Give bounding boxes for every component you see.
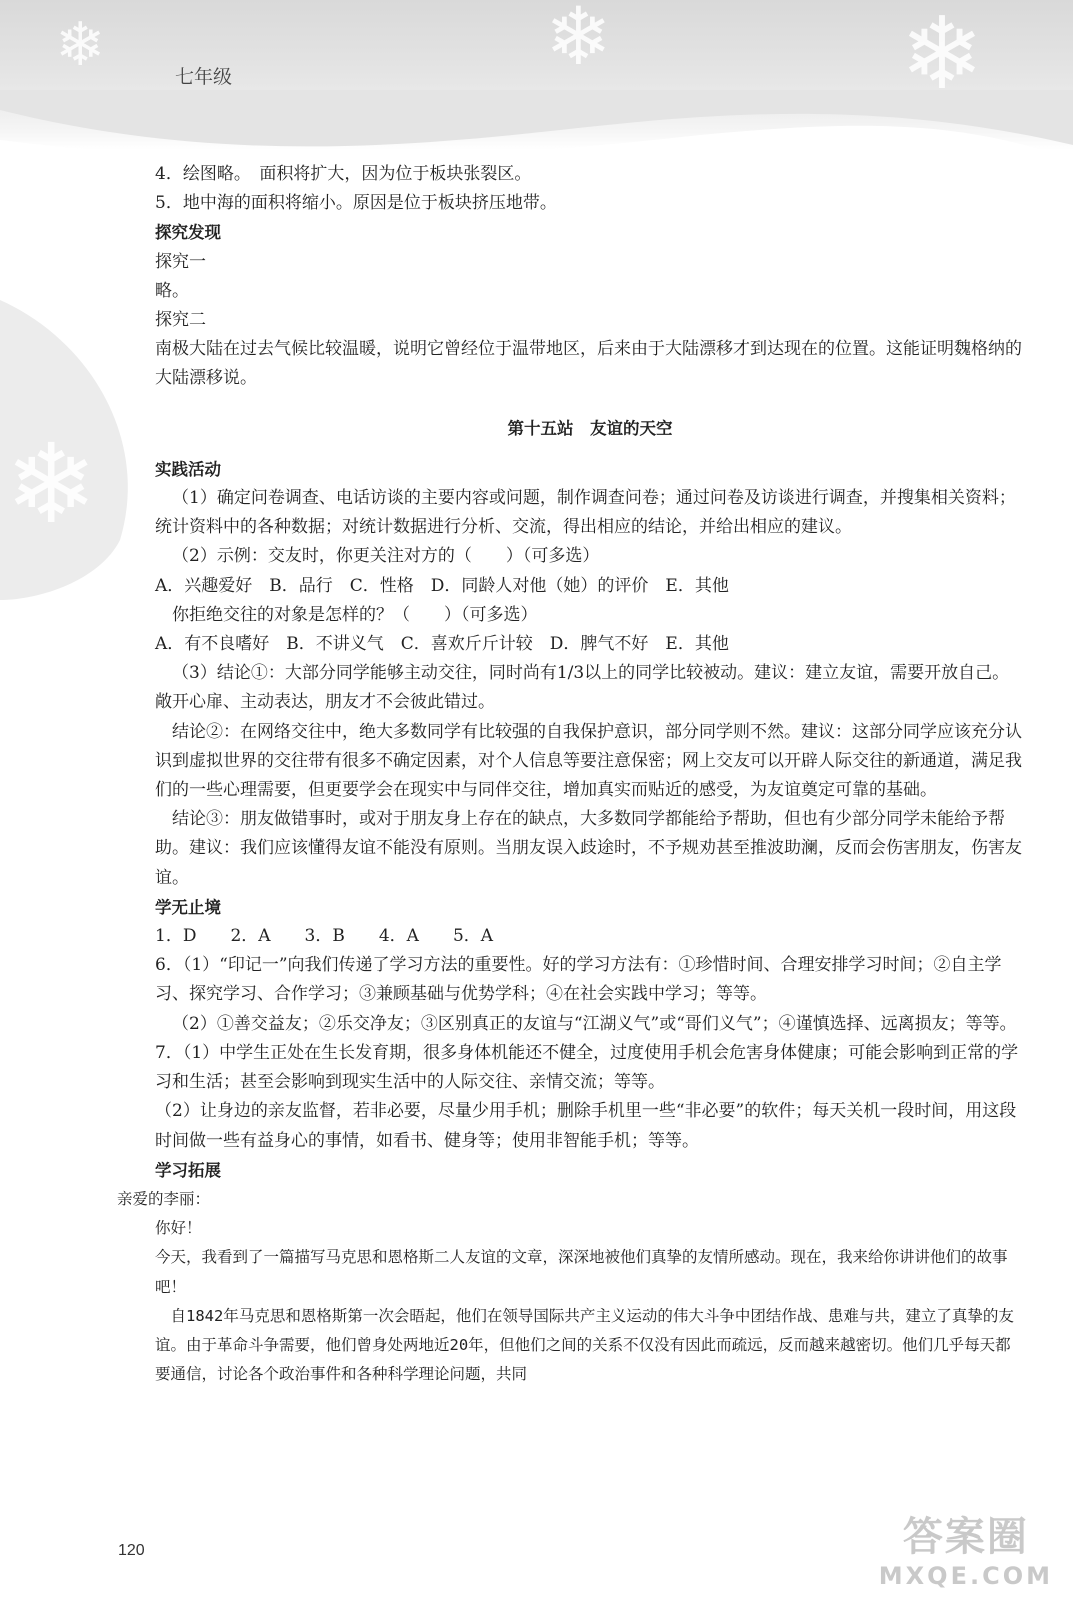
- letter-greeting: 你好！: [155, 1219, 202, 1238]
- answer-line: 略。: [155, 280, 189, 301]
- section-heading: 学无止境: [155, 897, 221, 917]
- answer-paragraph: 7．（1）中学生正处在生长发育期，很多身体机能还不健全，过度使用手机会危害身体健康；可能会影响到正常的学习和生活；甚至会影响到现实生活中的人际交往、亲情交流；等等。: [155, 1042, 1019, 1093]
- answer-paragraph: 南极大陆在过去气候比较温暖，说明它曾经位于温带地区，后来由于大陆漂移才到达现在的位置。这能证明魏格纳的大陆漂移说。: [155, 339, 1022, 389]
- answer-paragraph: （1）确定问卷调查、电话访谈的主要内容或问题，制作调查问卷；通过问卷及访谈进行调查，并搜集相关资料；统计资料中的各种数据；对统计数据进行分析、交流，得出相应的结论，并给出相应的建议。: [155, 488, 1016, 538]
- grade-label: 七年级: [175, 66, 233, 88]
- answer-paragraph: 你拒绝交往的对象是怎样的？（ ）（可多选）: [172, 604, 538, 625]
- answer-line: 4．绘图略。 面积将扩大，因为位于板块张裂区。: [155, 164, 532, 184]
- snowflake-icon: ❄: [545, 0, 613, 83]
- section-heading: 实践活动: [155, 459, 221, 479]
- snowflake-icon: ❄: [5, 420, 98, 548]
- snowflake-icon: ❄: [55, 10, 106, 80]
- answer-line: 1．D 2．A 3．B 4．A 5．A: [155, 926, 494, 947]
- answer-paragraph: （2）示例：交友时，你更关注对方的（ ）（可多选）: [172, 546, 600, 567]
- page-body: [117, 160, 1025, 1389]
- answer-options: A．有不良嗜好 B．不讲义气 C．喜欢斤斤计较 D．脾气不好 E．其他: [155, 634, 729, 655]
- answer-line: 探究一: [155, 251, 206, 272]
- letter-paragraph: 今天，我看到了一篇描写马克思和恩格斯二人友谊的文章，深深地被他们真挚的友情所感动。现在，我来给你讲讲他们的故事吧！: [155, 1248, 1008, 1296]
- answer-paragraph: 6．（1）“印记一”向我们传递了学习方法的重要性。好的学习方法有：①珍惜时间、合理安排学习时间；②自主学习、探究学习、合作学习；③兼顾基础与优势学科；④在社会实践中学习；等等。: [155, 955, 1002, 1005]
- answer-paragraph: （3）结论①：大部分同学能够主动交往，同时尚有1/3以上的同学比较被动。建议：建立友谊，需要开放自己。敞开心扉、主动表达，朋友才不会彼此错过。: [155, 663, 1010, 713]
- section-heading: 学习拓展: [155, 1160, 221, 1180]
- letter-salutation: 亲爱的李丽：: [117, 1189, 211, 1208]
- answer-paragraph: 结论②：在网络交往中，绝大多数同学有比较强的自我保护意识，部分同学则不然。建议：这部分同学应该充分认识到虚拟世界的交往带有很多不确定因素，对个人信息等要注意保密；网上交友可以开辟人际交往的新通道，满足我们的一些心理需要，但更要学会在现实中与同伴交往，增加真实而贴近的感受，为友谊奠定可靠的基础。: [155, 721, 1022, 801]
- watermark-logo: 答案圈 MXQE.COM: [878, 1514, 1053, 1590]
- answer-line: 5．地中海的面积将缩小。原因是位于板块挤压地带。: [155, 193, 557, 214]
- snowflake-icon: ❄: [900, 0, 984, 112]
- page-number: 120: [118, 1542, 145, 1559]
- answer-paragraph: （2）让身边的亲友监督，若非必要，尽量少用手机；删除手机里一些“非必要”的软件；每天关机一段时间，用这段时间做一些有益身心的事情，如看书、健身等；使用非智能手机；等等。: [155, 1101, 1017, 1151]
- section-heading: 探究发现: [155, 223, 221, 243]
- letter-paragraph: 自1842年马克思和恩格斯第一次会晤起，他们在领导国际共产主义运动的伟大斗争中团结作战、患难与共，建立了真挚的友谊。由于革命斗争需要，他们曾身处两地近20年，但他们之间的关系不仅没有因此而疏远，反而越来越密切。他们几乎每天都要通信，讨论各个政治事件和各种科学理论问题，共同: [155, 1306, 1014, 1384]
- answer-paragraph: （2）①善交益友；②乐交净友；③区别真正的友谊与“江湖义气”或“哥们义气”；④谨慎选择、远离损友；等等。: [172, 1013, 1017, 1034]
- answer-paragraph: 结论③：朋友做错事时，或对于朋友身上存在的缺点，大多数同学都能给予帮助，但也有少部分同学未能给予帮助。建议：我们应该懂得友谊不能没有原则。当朋友误入歧途时，不予规劝甚至推波助澜，反而会伤害朋友，伤害友谊。: [155, 809, 1022, 888]
- page-title: 第十五站 友谊的天空: [507, 418, 673, 438]
- answer-options: A．兴趣爱好 B．品行 C．性格 D．同龄人对他（她）的评价 E．其他: [155, 575, 729, 596]
- answer-line: 探究二: [155, 310, 206, 331]
